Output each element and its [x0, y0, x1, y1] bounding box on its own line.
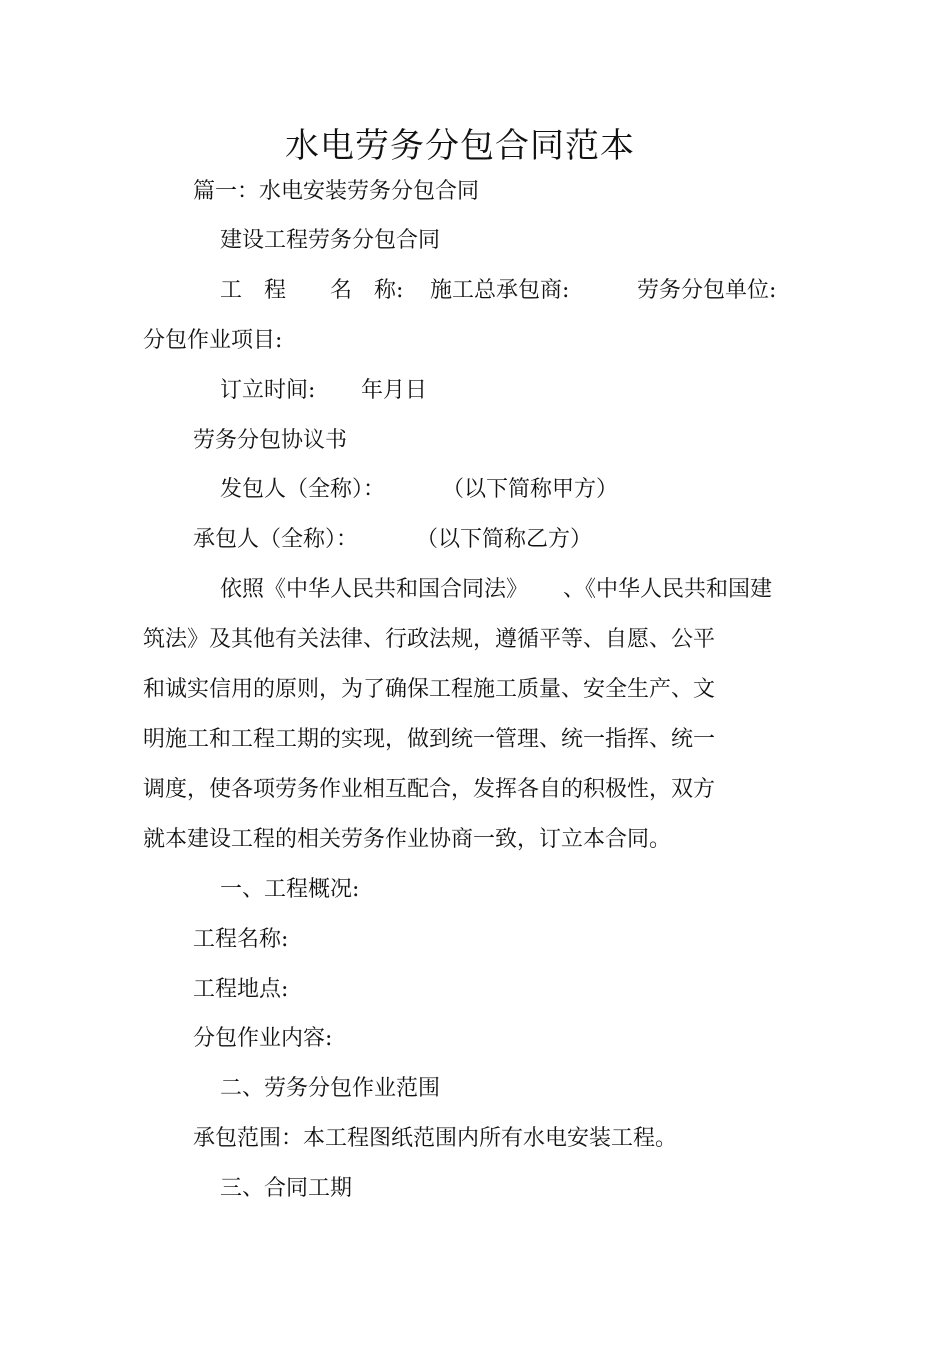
field-project-name: 工 程 名 称:	[220, 278, 404, 303]
preamble-line-4: 明施工和工程工期的实现，做到统一管理、统一指挥、统一	[143, 727, 716, 752]
contract-subtitle: 建设工程劳务分包合同	[220, 228, 441, 253]
party-b-label: 承包人（全称）：	[193, 527, 359, 552]
field-sign-date-label: 订立时间:	[220, 378, 316, 403]
section-1-project-location: 工程地点:	[193, 977, 289, 1002]
preamble-line-5: 调度，使各项劳务作业相互配合，发挥各自的积极性，双方	[143, 777, 716, 802]
preamble-line-2: 筑法》及其他有关法律、行政法规，遵循平等、自愿、公平	[143, 627, 716, 652]
preamble-line-1a: 依照《中华人民共和国合同法》	[220, 577, 529, 602]
party-b-note: （以下简称乙方）	[416, 527, 593, 552]
section-1-work-content: 分包作业内容:	[193, 1026, 333, 1051]
section-2-heading: 二、劳务分包作业范围	[220, 1076, 441, 1101]
preamble-line-1b: 、《中华人民共和国建	[563, 577, 773, 602]
preamble-line-3: 和诚实信用的原则，为了确保工程施工质量、安全生产、文	[143, 677, 716, 702]
preamble-line-6: 就本建设工程的相关劳务作业协商一致，订立本合同。	[143, 827, 672, 852]
chapter-heading: 篇一：水电安装劳务分包合同	[193, 179, 480, 204]
section-2-scope: 承包范围：本工程图纸范围内所有水电安装工程。	[193, 1126, 678, 1151]
field-labor-subcontractor: 劳务分包单位:	[637, 278, 777, 303]
section-1-heading: 一、工程概况:	[220, 877, 360, 902]
section-3-heading: 三、合同工期	[220, 1176, 353, 1201]
document-title: 水电劳务分包合同范本	[285, 126, 635, 166]
field-subcontract-item: 分包作业项目:	[143, 328, 283, 353]
agreement-title: 劳务分包协议书	[193, 428, 348, 453]
party-a-note: （以下简称甲方）	[442, 477, 619, 502]
field-general-contractor: 施工总承包商:	[430, 278, 570, 303]
party-a-label: 发包人（全称）：	[220, 477, 386, 502]
field-sign-date-value: 年月日	[361, 378, 428, 403]
section-1-project-name: 工程名称:	[193, 927, 289, 952]
